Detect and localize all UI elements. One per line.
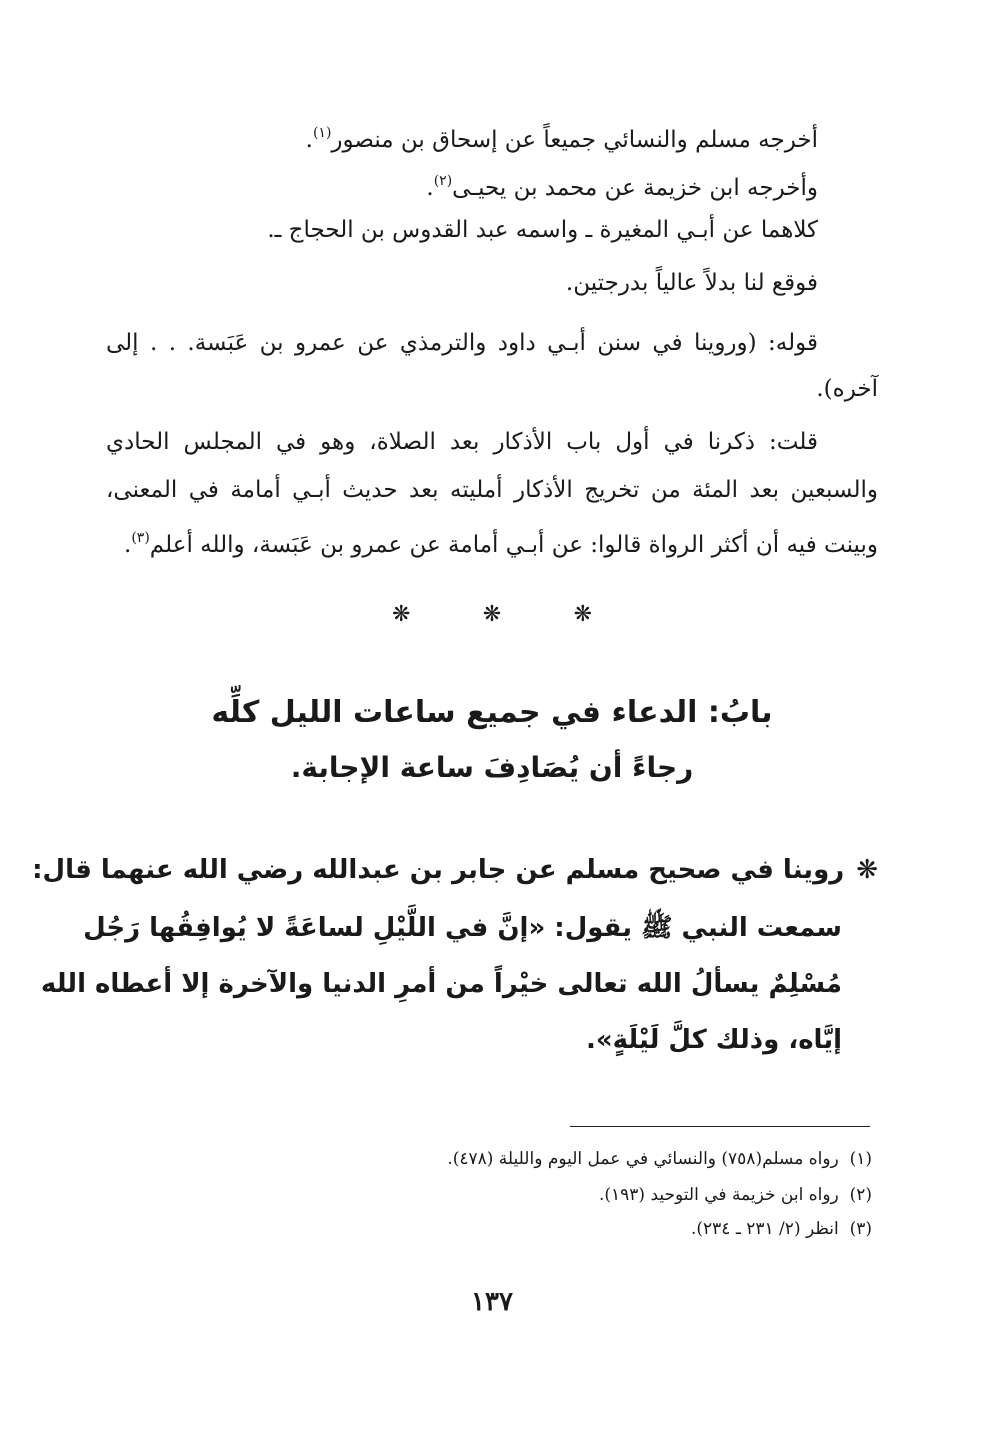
- separator-star-icon: ❋: [392, 602, 411, 627]
- text-line-2-content: وأخرجه ابن خزيمة عن محمد بن يحيـى: [452, 175, 818, 201]
- footnote-1-number: (١): [849, 1149, 872, 1169]
- chapter-title-line-2: رجاءً أن يُصَادِفَ ساعة الإجابة.: [290, 751, 694, 784]
- text-line-2: [426, 166, 818, 203]
- paragraph-commentary-content: قلت: ذكرنا في أول باب الأذكار بعد الصلاة، وهو في المجلس الحادي والسبعين بعد المئة من تخريج الأذكار أمليته بعد حديث أبـي أمامة في المعنى، وبينت فيه أن أكثر الرواة قالوا: عن أبـي أمامة عن عمرو بن عَبَسة، والله أعلم: [106, 429, 878, 558]
- paragraph-commentary-end: .: [124, 532, 132, 558]
- footnote-3-text: انظر (٢/ ٢٣١ ـ ٢٣٤).: [691, 1219, 839, 1239]
- text-line-1-end: .: [305, 127, 313, 153]
- page-number: ١٣٧: [471, 1287, 513, 1317]
- footnote-ref-3[interactable]: (٣): [131, 530, 150, 546]
- chapter-title-line-1: بابُ: الدعاء في جميع ساعات الليل كلِّه: [211, 695, 773, 730]
- footnote-2-text: رواه ابن خزيمة في التوحيد (١٩٣).: [598, 1185, 839, 1205]
- paragraph-commentary: [106, 418, 878, 569]
- footnote-2: [599, 1184, 872, 1206]
- hadith-line-4: إيَّاه، وذلك كلَّ لَيْلَةٍ».: [585, 1025, 842, 1055]
- hadith-bullet-icon: ❋: [856, 855, 878, 885]
- text-line-1-content: أخرجه مسلم والنسائي جميعاً عن إسحاق بن منصور: [331, 127, 818, 153]
- footnote-ref-2[interactable]: (٢): [433, 173, 453, 189]
- hadith-line-2: سمعت النبي ﷺ يقول: «إنَّ في اللَّيْلِ لساعَةً لا يُوافِقُها رَجُل: [83, 913, 842, 943]
- footnote-divider: [570, 1126, 870, 1127]
- hadith-line-1-content: روينا في صحيح مسلم عن جابر بن عبدالله رضي الله عنهما قال:: [32, 855, 845, 885]
- text-line-1: [306, 118, 818, 155]
- text-line-3: كلاهما عن أبـي المغيرة ـ واسمه عبد القدوس بن الحجاج ـ.: [267, 217, 818, 243]
- separator-star-icon: ❋: [482, 602, 502, 627]
- text-line-4: فوقع لنا بدلاً عالياً بدرجتين.: [565, 270, 818, 296]
- footnote-3: [691, 1218, 872, 1240]
- separator-star-icon: ❋: [573, 602, 592, 627]
- footnote-ref-1[interactable]: (١): [312, 125, 332, 141]
- section-separator: [392, 602, 592, 627]
- hadith-line-1: [32, 852, 878, 888]
- footnote-2-number: (٢): [849, 1185, 872, 1205]
- hadith-line-3: مُسْلِمٌ يسألُ الله تعالى خيْراً من أمرِ الدنيا والآخرة إلا أعطاه الله: [40, 969, 842, 999]
- footnote-1-text: رواه مسلم(٧٥٨) والنسائي في عمل اليوم والليلة (٤٧٨).: [447, 1149, 839, 1169]
- paragraph-quote: قوله: (وروينا في سنن أبـي داود والترمذي عن عمرو بن عَبَسة. . . إلى آخره).: [106, 330, 878, 402]
- footnote-3-number: (٣): [849, 1219, 872, 1239]
- text-line-2-end: .: [426, 175, 434, 201]
- footnote-1: [447, 1148, 872, 1170]
